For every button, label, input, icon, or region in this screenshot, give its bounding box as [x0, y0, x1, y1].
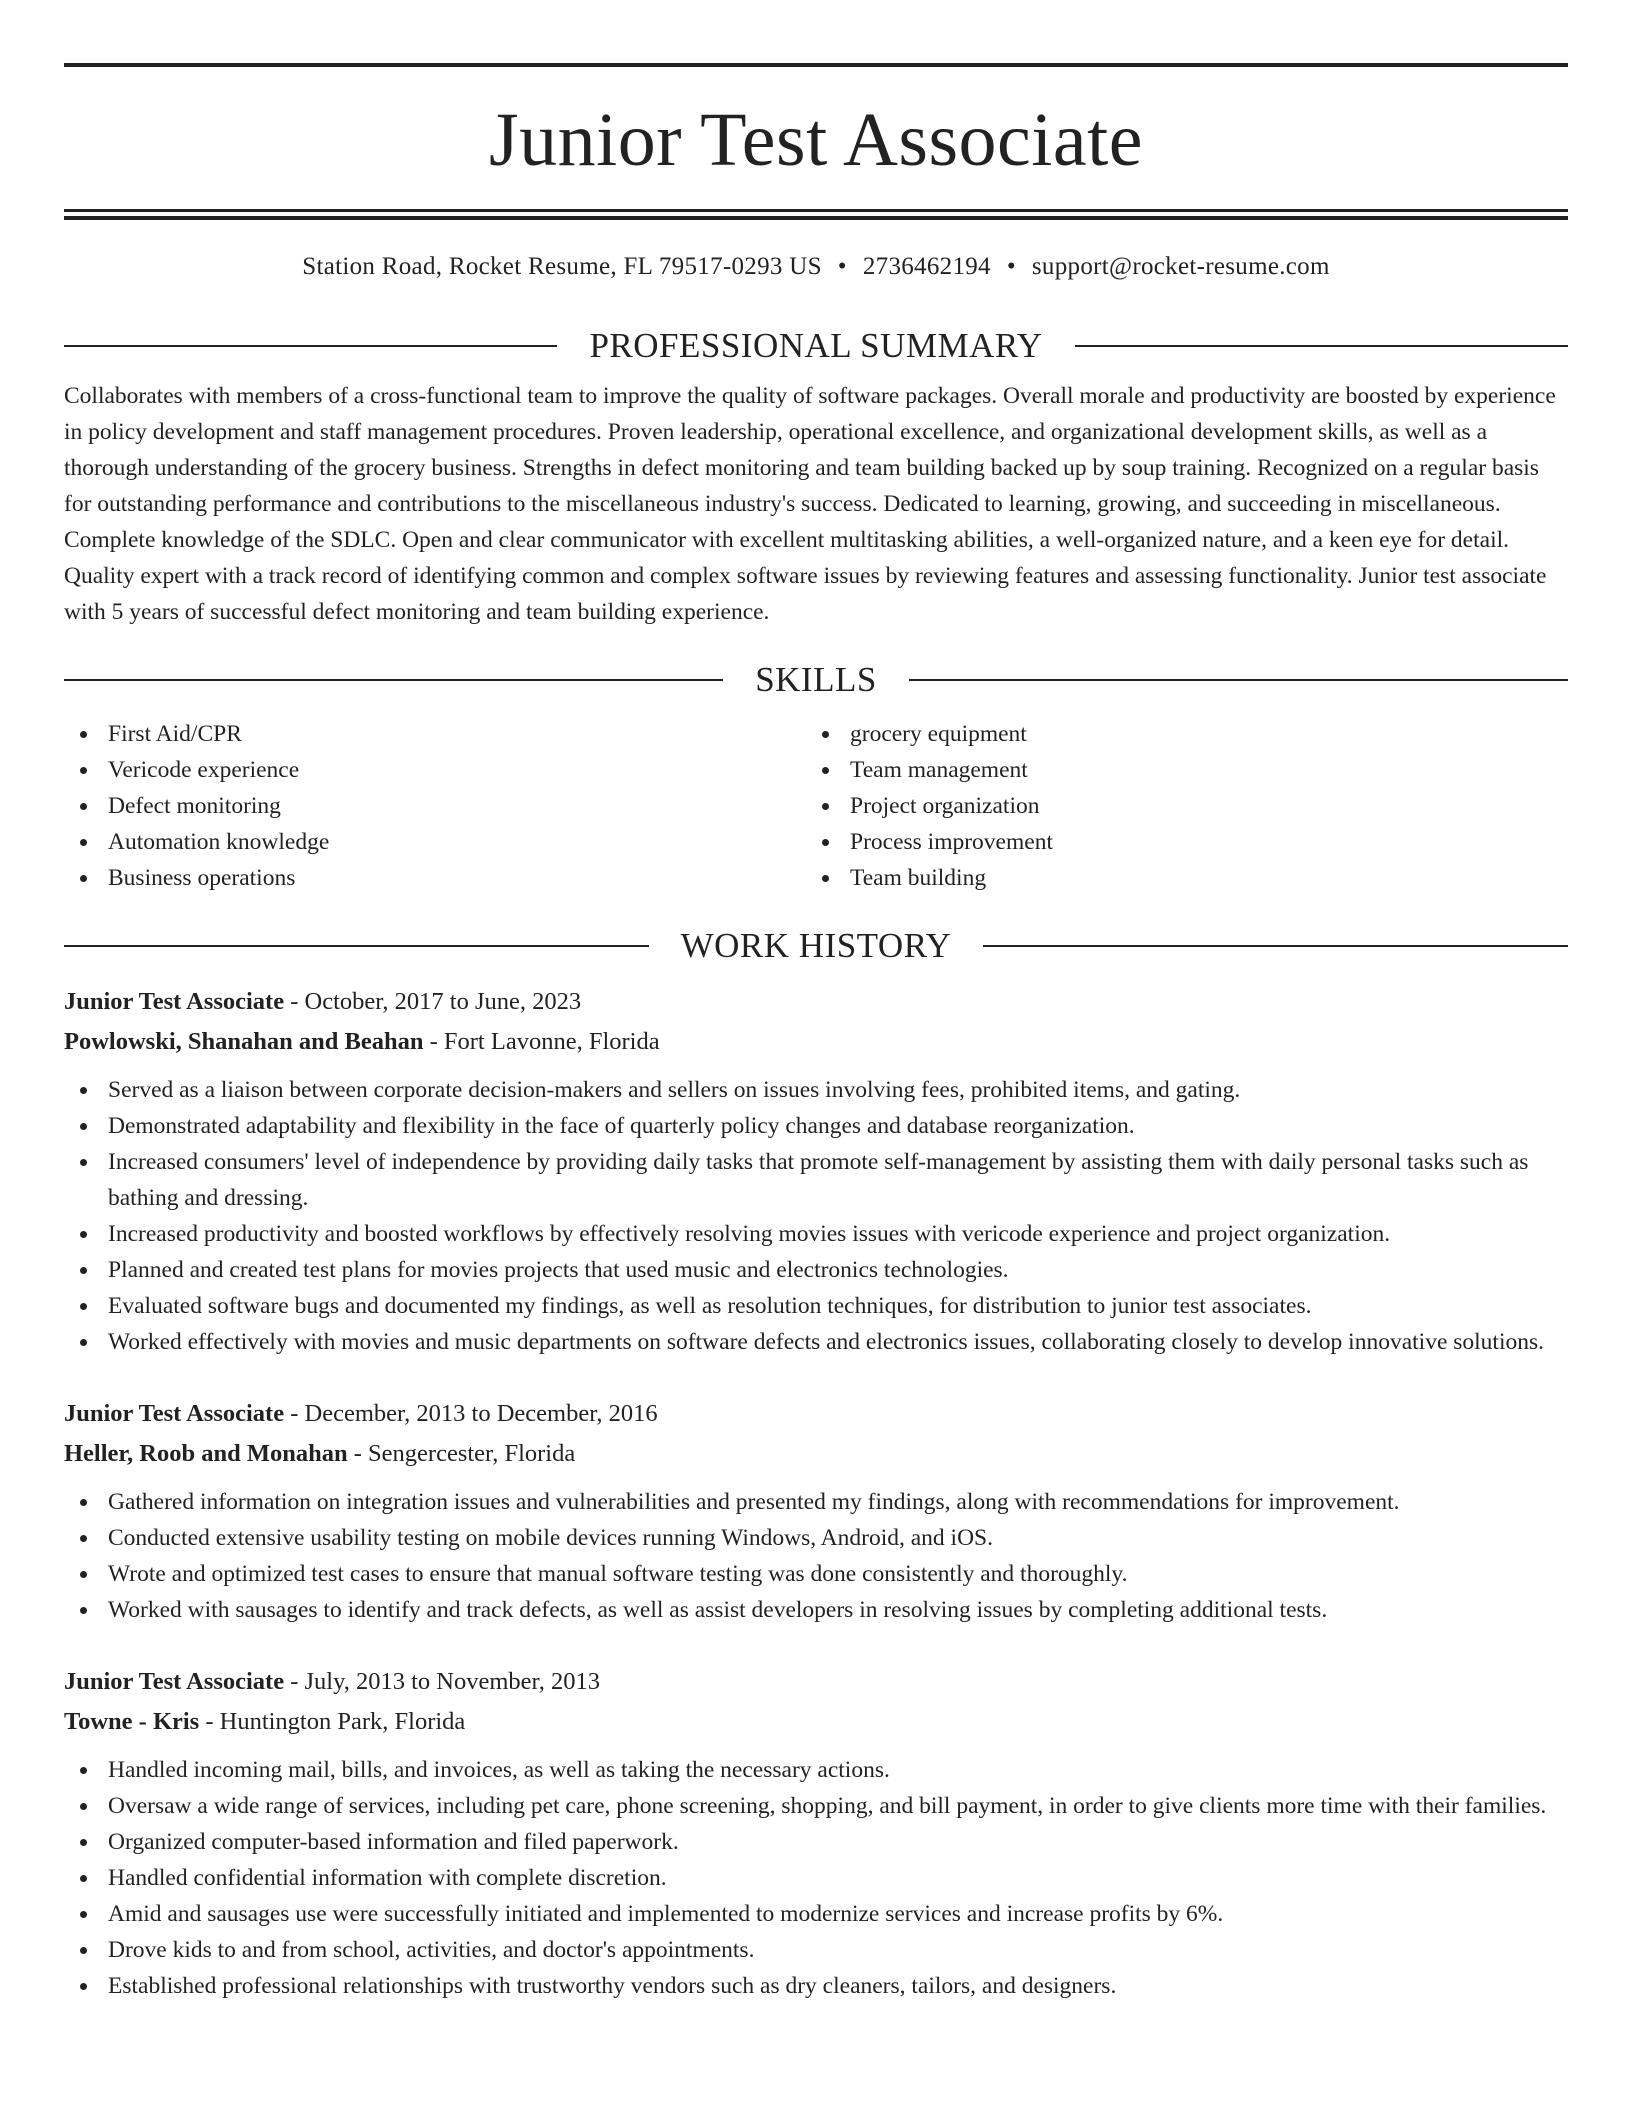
- job-location: - Fort Lavonne, Florida: [423, 1028, 660, 1055]
- job-role: Junior Test Associate: [64, 1668, 285, 1695]
- skill-item: Team building: [806, 860, 1548, 896]
- job-company: Powlowski, Shanahan and Beahan: [64, 1028, 424, 1055]
- skill-item: Process improvement: [806, 824, 1548, 860]
- job-bullet: Drove kids to and from school, activities, and doctor's appointments.: [64, 1932, 1568, 1968]
- job-bullet: Demonstrated adaptability and flexibility in the face of quarterly policy changes and database reorganization.: [64, 1108, 1568, 1144]
- job-company-line: [64, 1702, 1568, 1742]
- skills-list: [64, 716, 1568, 896]
- divider: [1075, 345, 1568, 347]
- job-bullet: Planned and created test plans for movies projects that used music and electronics technologies.: [64, 1252, 1568, 1288]
- header-top-rule: [64, 63, 1568, 67]
- section-title: PROFESSIONAL SUMMARY: [589, 326, 1043, 365]
- job-location: - Huntington Park, Florida: [199, 1708, 466, 1735]
- job-bullet: Served as a liaison between corporate decision-makers and sellers on issues involving fees, prohibited items, and gating.: [64, 1072, 1568, 1108]
- contact-separator: •: [1006, 253, 1016, 280]
- skill-item: Defect monitoring: [64, 788, 806, 824]
- skills-column-left: [64, 716, 806, 896]
- job-bullets: [64, 1484, 1568, 1628]
- job-entry: [64, 982, 1568, 1360]
- skill-item: First Aid/CPR: [64, 716, 806, 752]
- divider: [64, 945, 649, 947]
- job-title-line: [64, 1394, 1568, 1434]
- contact-line: [64, 252, 1568, 282]
- job-bullet: Organized computer-based information and filed paperwork.: [64, 1824, 1568, 1860]
- skill-item: Business operations: [64, 860, 806, 896]
- job-company: Heller, Roob and Monahan: [64, 1440, 348, 1467]
- contact-address: Station Road, Rocket Resume, FL 79517-0293 US: [302, 253, 822, 280]
- section-heading-skills: [64, 660, 1568, 700]
- contact-separator: •: [837, 253, 847, 280]
- job-title-line: [64, 1662, 1568, 1702]
- section-title: SKILLS: [755, 660, 877, 699]
- section-heading-work-history: [64, 926, 1568, 966]
- job-bullet: Gathered information on integration issues and vulnerabilities and presented my findings, along with recommendations for improvement.: [64, 1484, 1568, 1520]
- job-bullet: Increased productivity and boosted workflows by effectively resolving movies issues with vericode experience and project organization.: [64, 1216, 1568, 1252]
- job-bullet: Wrote and optimized test cases to ensure that manual software testing was done consistently and thoroughly.: [64, 1556, 1568, 1592]
- job-bullet: Increased consumers' level of independence by providing daily tasks that promote self-management by assisting them with daily personal tasks such as bathing and dressing.: [64, 1144, 1568, 1216]
- job-bullet: Oversaw a wide range of services, including pet care, phone screening, shopping, and bill payment, in order to give clients more time with their families.: [64, 1788, 1568, 1824]
- header-double-rule: [64, 209, 1568, 220]
- job-title-line: [64, 982, 1568, 1022]
- job-bullet: Worked with sausages to identify and track defects, as well as assist developers in resolving issues by completing additional tests.: [64, 1592, 1568, 1628]
- job-company-line: [64, 1434, 1568, 1474]
- skill-item: grocery equipment: [806, 716, 1548, 752]
- job-role: Junior Test Associate: [64, 988, 285, 1015]
- job-bullet: Handled incoming mail, bills, and invoices, as well as taking the necessary actions.: [64, 1752, 1568, 1788]
- skill-item: Vericode experience: [64, 752, 806, 788]
- job-bullet: Amid and sausages use were successfully initiated and implemented to modernize services and increase profits by 6%.: [64, 1896, 1568, 1932]
- resume-name: Junior Test Associate: [489, 98, 1143, 182]
- job-bullets: [64, 1072, 1568, 1360]
- job-bullet: Evaluated software bugs and documented my findings, as well as resolution techniques, for distribution to junior test associates.: [64, 1288, 1568, 1324]
- job-location: - Sengercester, Florida: [347, 1440, 576, 1467]
- job-bullet: Handled confidential information with complete discretion.: [64, 1860, 1568, 1896]
- job-company-line: [64, 1022, 1568, 1062]
- section-title: WORK HISTORY: [680, 926, 952, 965]
- divider: [909, 679, 1568, 681]
- skills-column-right: [806, 716, 1548, 896]
- summary-text: Collaborates with members of a cross-functional team to improve the quality of software packages. Overall morale and productivity are boosted by experience in policy development and staff management procedures. Proven leadership, operational excellence, and organizational development skills, as well as a thorough understanding of the grocery business. Strengths in defect monitoring and team building backed up by soup training. Recognized on a regular basis for outstanding performance and contributions to the miscellaneous industry's success. Dedicated to learning, growing, and succeeding in miscellaneous. Complete knowledge of the SDLC. Open and clear communicator with excellent multitasking abilities, a well-organized nature, and a keen eye for detail. Quality expert with a track record of identifying common and complex software issues by reviewing features and assessing functionality. Junior test associate with 5 years of successful defect monitoring and team building experience.: [64, 383, 1556, 625]
- skill-item: Project organization: [806, 788, 1548, 824]
- job-entry: [64, 1394, 1568, 1628]
- job-bullets: [64, 1752, 1568, 2004]
- skill-item: Automation knowledge: [64, 824, 806, 860]
- resume-page: [64, 0, 1568, 2004]
- contact-phone: 2736462194: [862, 253, 991, 280]
- divider: [983, 945, 1568, 947]
- divider: [64, 345, 557, 347]
- job-role: Junior Test Associate: [64, 1400, 285, 1427]
- job-bullet: Conducted extensive usability testing on mobile devices running Windows, Android, and iOS.: [64, 1520, 1568, 1556]
- job-company: Towne - Kris: [64, 1708, 200, 1735]
- section-heading-summary: [64, 326, 1568, 366]
- job-dates: - December, 2013 to December, 2016: [284, 1400, 658, 1427]
- skill-item: Team management: [806, 752, 1548, 788]
- job-bullet: Worked effectively with movies and music departments on software defects and electronics issues, collaborating closely to develop innovative solutions.: [64, 1324, 1568, 1360]
- job-dates: - October, 2017 to June, 2023: [284, 988, 582, 1015]
- job-dates: - July, 2013 to November, 2013: [284, 1668, 600, 1695]
- job-bullet: Established professional relationships with trustworthy vendors such as dry cleaners, tailors, and designers.: [64, 1968, 1568, 2004]
- job-entry: [64, 1662, 1568, 2004]
- contact-email: support@rocket-resume.com: [1031, 253, 1330, 280]
- divider: [64, 679, 723, 681]
